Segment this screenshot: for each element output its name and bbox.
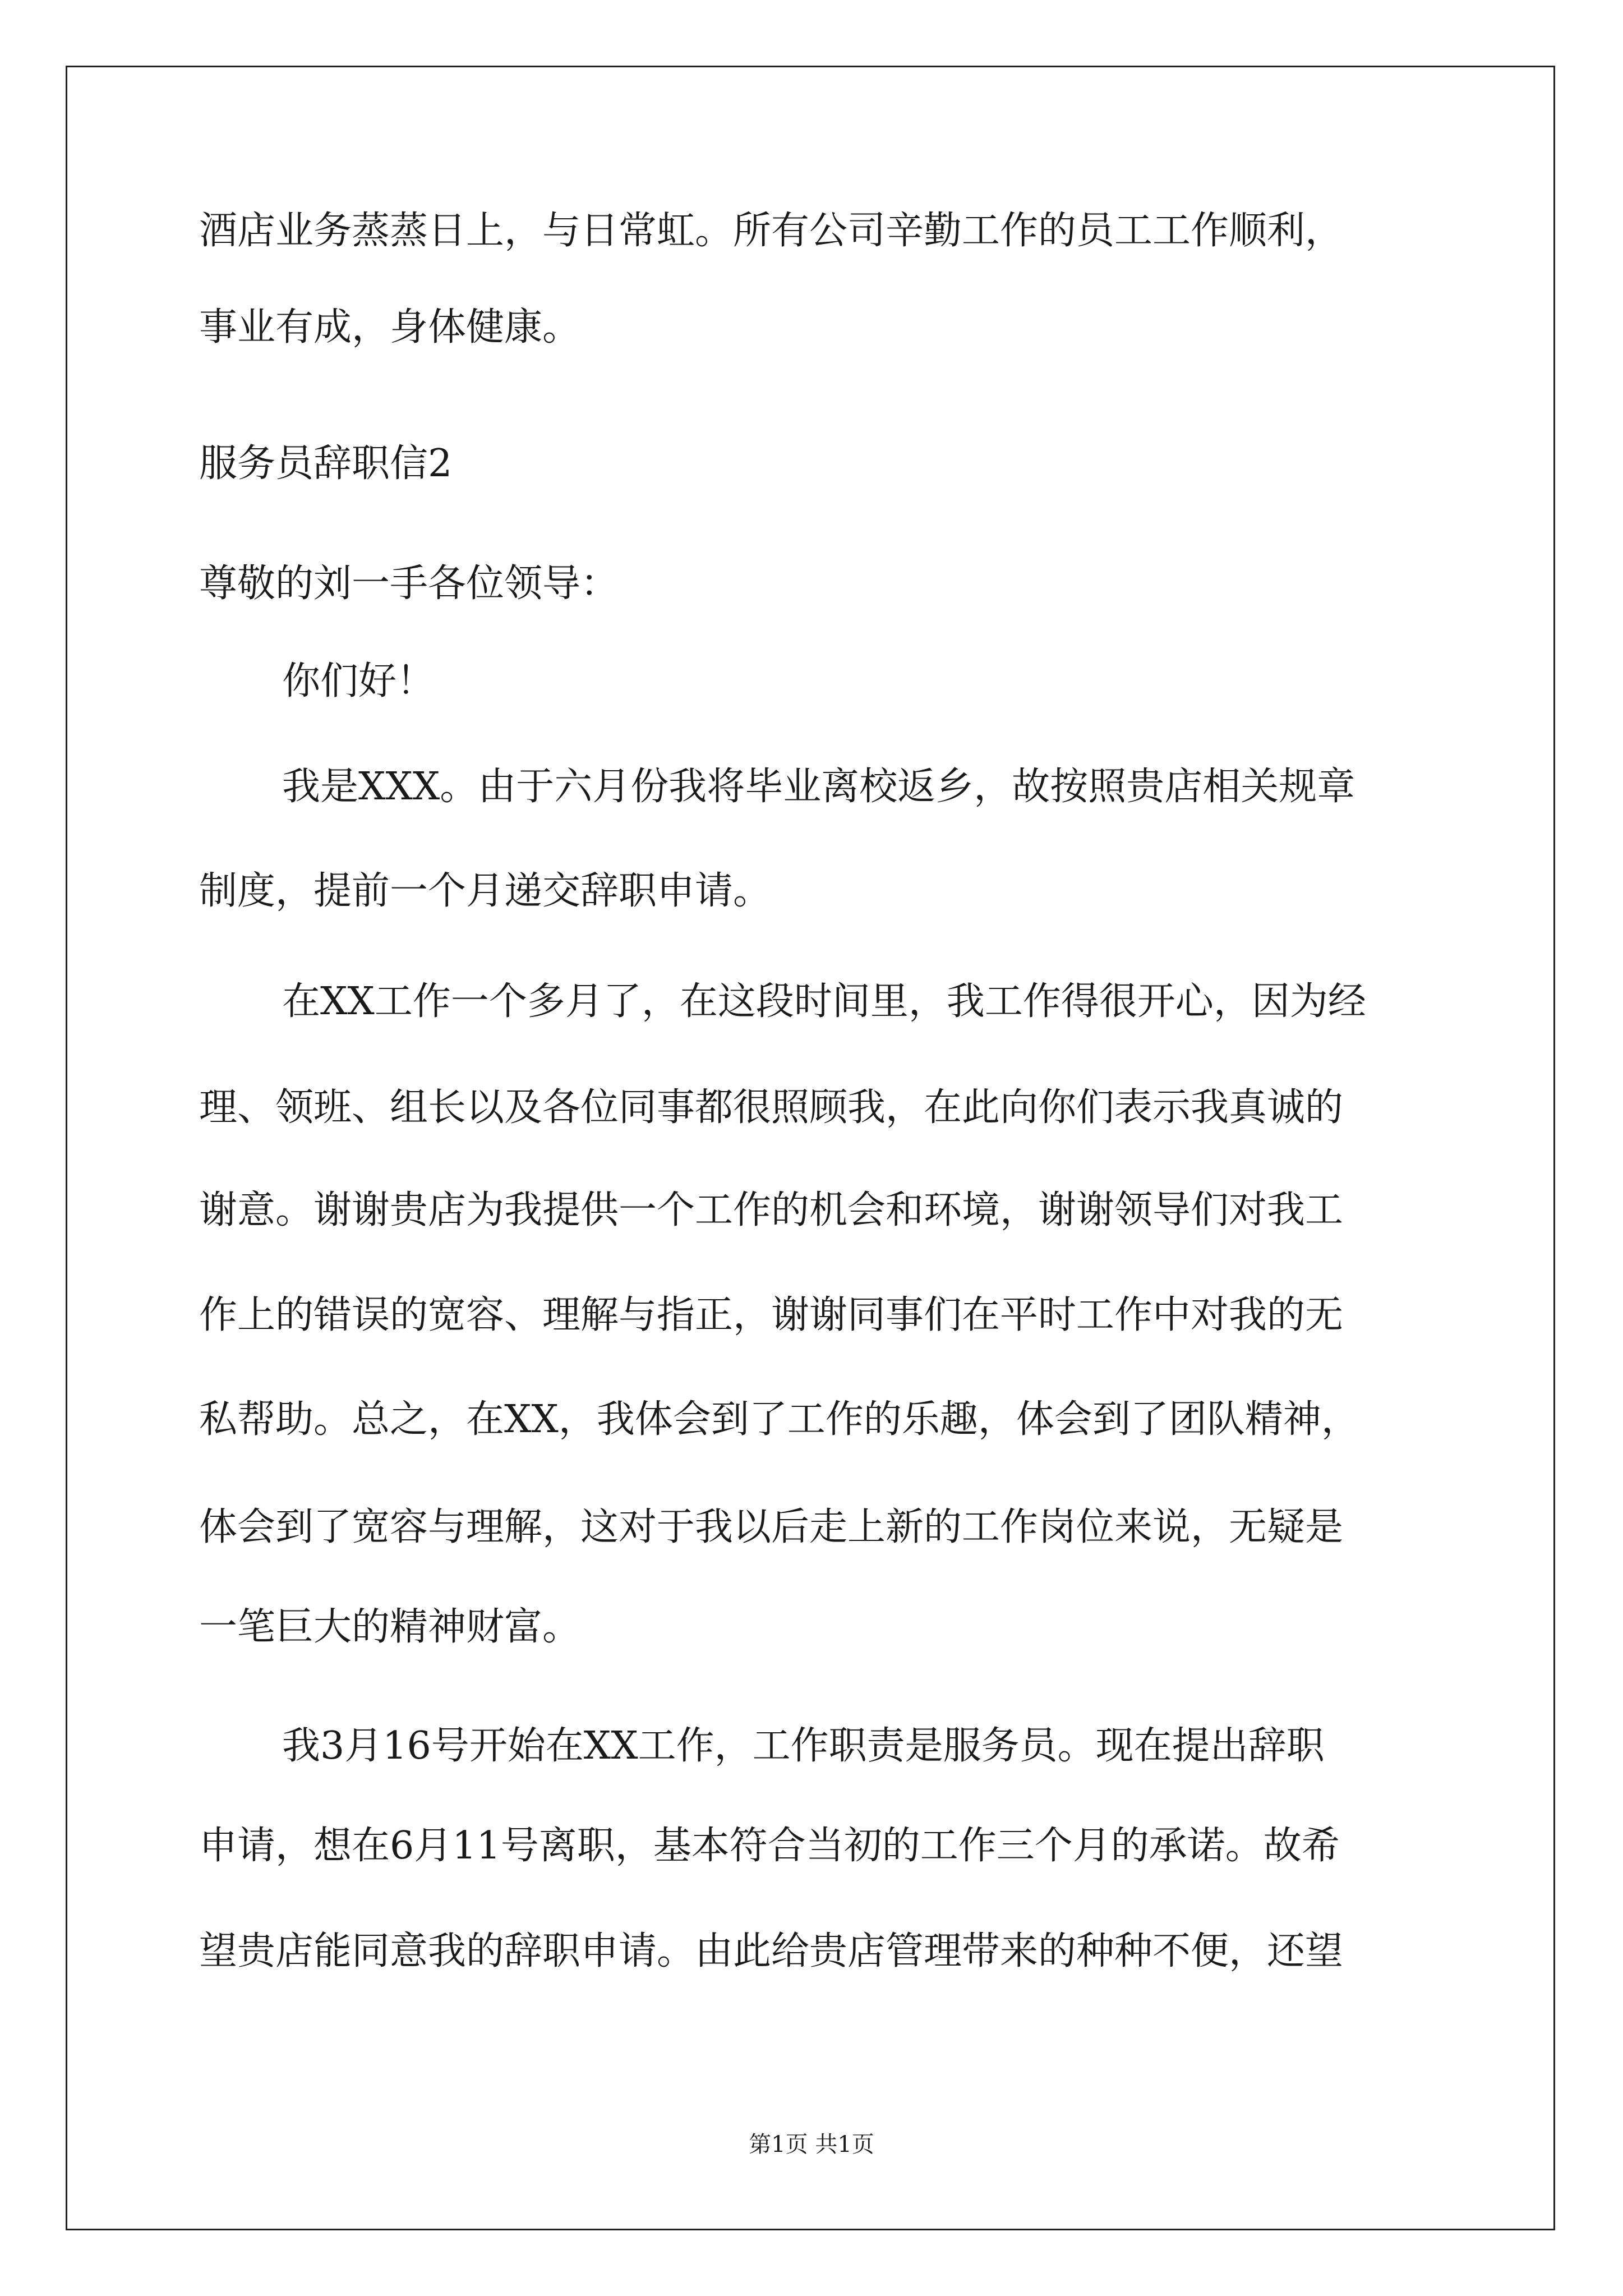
greeting: 你们好！ xyxy=(282,659,435,703)
paragraph-line: 理、领班、组长以及各位同事都很照顾我，在此向你们表示我真诚的 xyxy=(199,1085,1344,1130)
paragraph-line: 在XX工作一个多月了，在这段时间里，我工作得很开心，因为经 xyxy=(282,979,1366,1024)
paragraph-line: 事业有成，身体健康。 xyxy=(199,305,581,349)
page-border xyxy=(66,66,1555,2230)
paragraph-line: 谢意。谢谢贵店为我提供一个工作的机会和环境，谢谢领导们对我工 xyxy=(199,1188,1344,1232)
paragraph-line: 私帮助。总之，在XX，我体会到了工作的乐趣，体会到了团队精神， xyxy=(199,1397,1359,1442)
paragraph-line: 申请，想在6月11号离职，基本符合当初的工作三个月的承诺。故希 xyxy=(199,1824,1340,1868)
paragraph-line: 我3月16号开始在XX工作，工作职责是服务员。现在提出辞职 xyxy=(282,1724,1325,1768)
paragraph-line: 作上的错误的宽容、理解与指正，谢谢同事们在平时工作中对我的无 xyxy=(199,1293,1344,1337)
paragraph-line: 制度，提前一个月递交辞职申请。 xyxy=(199,869,772,913)
paragraph-line: 体会到了宽容与理解，这对于我以后走上新的工作岗位来说，无疑是 xyxy=(199,1505,1344,1549)
paragraph-line: 望贵店能同意我的辞职申请。由此给贵店管理带来的种种不便，还望 xyxy=(199,1929,1344,1973)
paragraph-line: 我是XXX。由于六月份我将毕业离校返乡，故按照贵店相关规章 xyxy=(282,765,1355,809)
page-number-footer: 第1页 共1页 xyxy=(749,2132,874,2157)
paragraph-line: 一笔巨大的精神财富。 xyxy=(199,1605,581,1649)
letter-title: 服务员辞职信2 xyxy=(199,441,453,486)
paragraph-line: 酒店业务蒸蒸日上，与日常虹。所有公司辛勤工作的员工工作顺利， xyxy=(199,209,1344,253)
salutation: 尊敬的刘一手各位领导： xyxy=(199,562,619,606)
